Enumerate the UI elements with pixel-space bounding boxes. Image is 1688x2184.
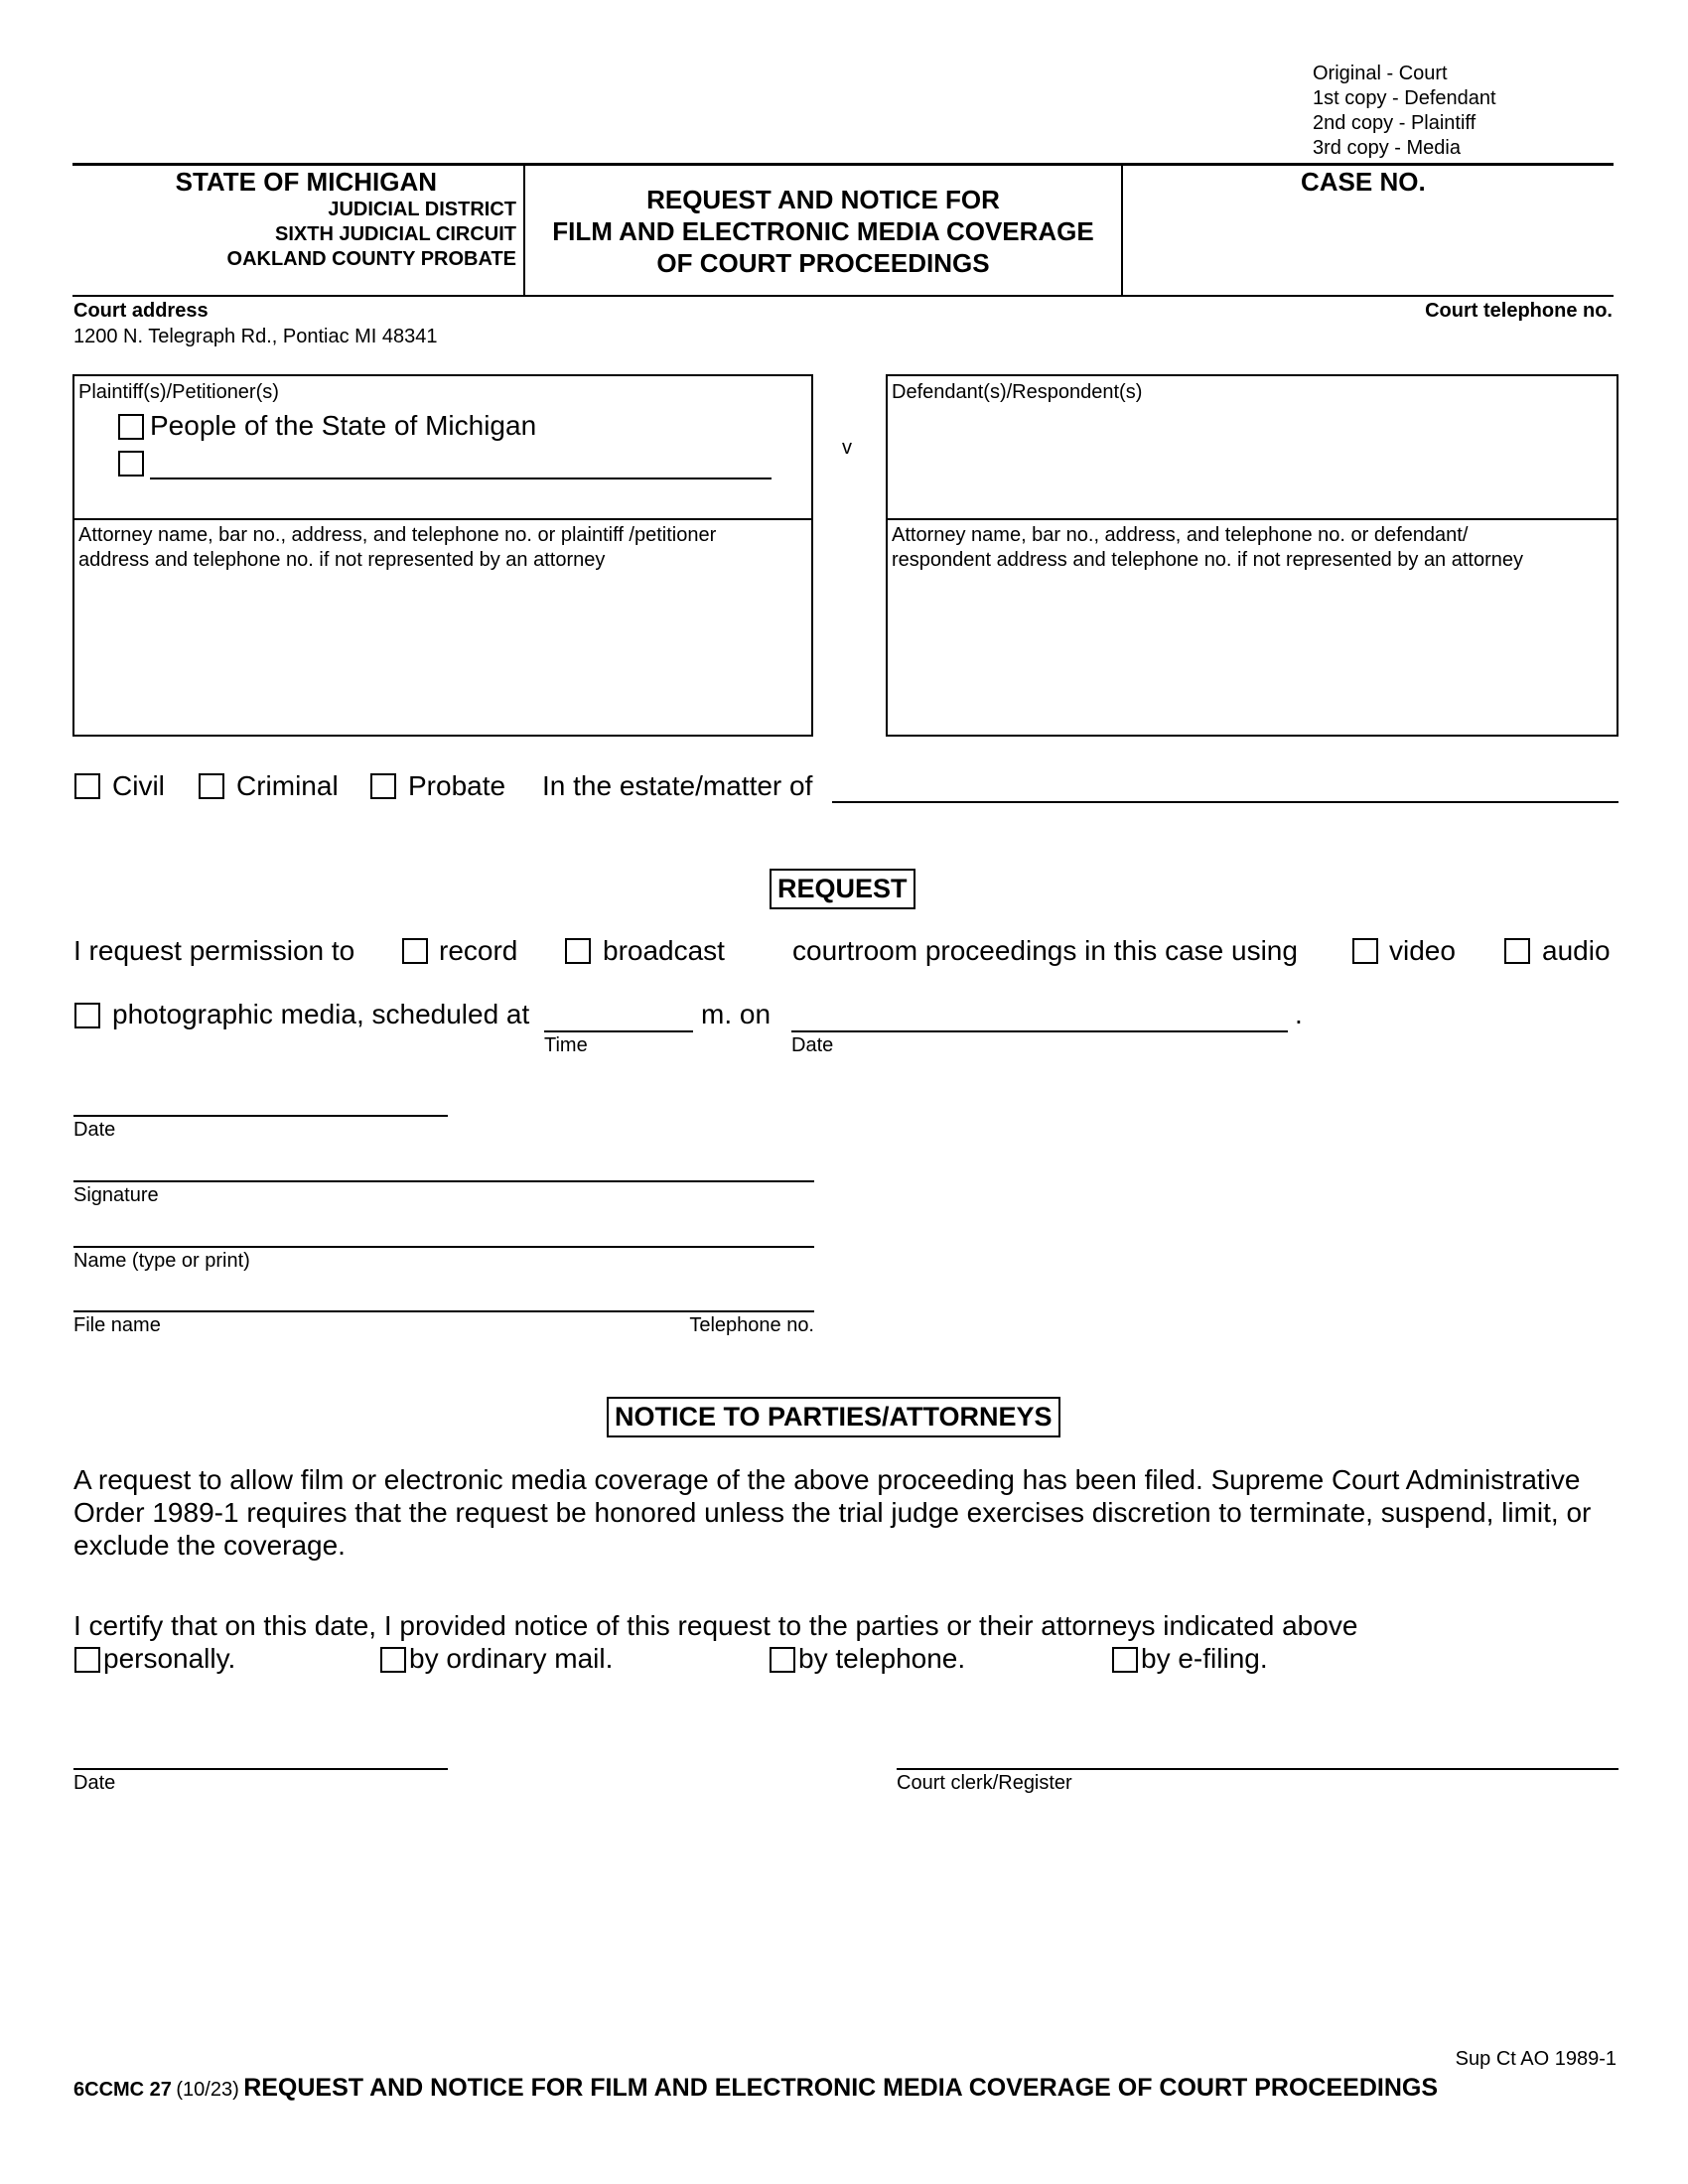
defendant-box: [886, 374, 1618, 737]
judicial-district: JUDICIAL DISTRICT: [328, 199, 516, 220]
form-title-line-3: OF COURT PROCEEDINGS: [656, 248, 990, 278]
authority-reference: Sup Ct AO 1989-1: [1455, 2048, 1617, 2070]
case-number-label: CASE NO.: [1301, 167, 1426, 197]
notice-date-input[interactable]: [73, 1768, 448, 1770]
probate-label: Probate: [408, 770, 506, 801]
by-telephone-label: by telephone.: [798, 1643, 966, 1674]
civil-label: Civil: [112, 770, 165, 801]
personally-label: personally.: [103, 1643, 236, 1674]
broadcast-label: broadcast: [603, 935, 725, 966]
file-name-telephone-input[interactable]: [73, 1310, 814, 1312]
telephone-checkbox[interactable]: [770, 1647, 795, 1673]
distribution-media: 3rd copy - Media: [1313, 137, 1461, 159]
plaintiff-label: Plaintiff(s)/Petitioner(s): [78, 381, 279, 403]
judicial-circuit: SIXTH JUDICIAL CIRCUIT: [275, 223, 516, 245]
form-footer: [73, 2074, 1438, 2103]
plaintiff-attorney-field[interactable]: [78, 575, 807, 730]
distribution-original: Original - Court: [1313, 63, 1448, 84]
other-plaintiff-checkbox[interactable]: [118, 451, 144, 477]
header-bottom-rule: [72, 295, 1614, 297]
certify-text: I certify that on this date, I provided notice of this request to the parties or their attorneys indicated above: [73, 1610, 1358, 1641]
notice-paragraph-line-2: Order 1989-1 requires that the request be honored unless the trial judge exercises discretion to terminate, suspend, limit, or: [73, 1497, 1592, 1528]
telephone-label: Telephone no.: [689, 1314, 814, 1336]
date-period: .: [1295, 999, 1303, 1029]
plaintiff-attorney-label: [78, 523, 716, 573]
request-permission-text: I request permission to: [73, 935, 355, 966]
distribution-list: [1313, 62, 1496, 161]
record-checkbox[interactable]: [402, 938, 428, 964]
video-checkbox[interactable]: [1352, 938, 1378, 964]
ordinary-mail-checkbox[interactable]: [380, 1647, 406, 1673]
signature-input[interactable]: [73, 1180, 814, 1182]
photographic-checkbox[interactable]: [74, 1003, 100, 1028]
distribution-defendant: 1st copy - Defendant: [1313, 87, 1496, 109]
notice-paragraph: [73, 1463, 1591, 1562]
scheduled-date-input[interactable]: [791, 1030, 1288, 1032]
audio-label: audio: [1542, 935, 1611, 966]
audio-checkbox[interactable]: [1504, 938, 1530, 964]
video-label: video: [1389, 935, 1456, 966]
defendant-attorney-label: [892, 523, 1523, 573]
signature-label: Signature: [73, 1184, 159, 1206]
form-footer-title: REQUEST AND NOTICE FOR FILM AND ELECTRONIC MEDIA COVERAGE OF COURT PROCEEDINGS: [243, 2074, 1439, 2102]
efiling-label: by e-filing.: [1141, 1643, 1268, 1674]
broadcast-checkbox[interactable]: [565, 938, 591, 964]
header-top-rule: [72, 163, 1614, 166]
versus-label: v: [842, 437, 852, 459]
notice-paragraph-line-3: exclude the coverage.: [73, 1530, 346, 1561]
header-divider-right: [1121, 163, 1123, 296]
case-number-field[interactable]: [1127, 199, 1610, 290]
estate-matter-input[interactable]: [832, 801, 1618, 803]
form-title: [525, 184, 1121, 279]
ordinary-mail-label: by ordinary mail.: [409, 1643, 614, 1674]
m-on-label: m. on: [701, 999, 772, 1029]
request-using-text: courtroom proceedings in this case using: [792, 935, 1298, 966]
time-caption: Time: [544, 1034, 588, 1056]
defendant-attorney-field[interactable]: [892, 575, 1613, 730]
defendant-attorney-line-2: respondent address and telephone no. if not represented by an attorney: [892, 549, 1524, 571]
scheduled-time-input[interactable]: [544, 1030, 693, 1032]
people-checkbox[interactable]: [118, 414, 144, 440]
plaintiff-divider: [74, 518, 811, 520]
name-label: Name (type or print): [73, 1250, 250, 1272]
request-date-label: Date: [73, 1119, 116, 1141]
court-telephone-label: Court telephone no.: [1425, 300, 1613, 322]
defendant-attorney-line-1: Attorney name, bar no., address, and telephone no. or defendant/: [892, 524, 1469, 546]
estate-matter-label: In the estate/matter of: [542, 770, 813, 801]
name-input[interactable]: [73, 1246, 814, 1248]
plaintiff-box: [72, 374, 813, 737]
criminal-label: Criminal: [236, 770, 339, 801]
photographic-label: photographic media, scheduled at: [112, 999, 530, 1029]
clerk-label: Court clerk/Register: [897, 1772, 1072, 1794]
plaintiff-attorney-line-1: Attorney name, bar no., address, and telephone no. or plaintiff /petitioner: [78, 524, 717, 546]
plaintiff-attorney-line-2: address and telephone no. if not represented by an attorney: [78, 549, 606, 571]
notice-heading: NOTICE TO PARTIES/ATTORNEYS: [607, 1397, 1060, 1437]
file-name-label: File name: [73, 1314, 161, 1336]
request-date-input[interactable]: [73, 1115, 448, 1117]
criminal-checkbox[interactable]: [199, 773, 224, 799]
court-address-label: Court address: [73, 300, 209, 322]
efiling-checkbox[interactable]: [1112, 1647, 1138, 1673]
defendant-name-field[interactable]: [892, 410, 1613, 513]
county-probate: OAKLAND COUNTY PROBATE: [226, 248, 516, 270]
state-name: STATE OF MICHIGAN: [175, 167, 437, 197]
distribution-plaintiff: 2nd copy - Plaintiff: [1313, 112, 1477, 134]
request-heading: REQUEST: [770, 869, 915, 909]
defendant-divider: [888, 518, 1617, 520]
people-option-label: People of the State of Michigan: [150, 410, 537, 441]
other-plaintiff-input[interactable]: [150, 478, 772, 479]
personally-checkbox[interactable]: [74, 1647, 100, 1673]
defendant-label: Defendant(s)/Respondent(s): [892, 381, 1143, 403]
record-label: record: [439, 935, 518, 966]
form-title-line-2: FILM AND ELECTRONIC MEDIA COVERAGE: [552, 216, 1094, 246]
civil-checkbox[interactable]: [74, 773, 100, 799]
form-id: 6CCMC 27: [73, 2079, 172, 2101]
date-caption: Date: [791, 1034, 834, 1056]
clerk-signature-input[interactable]: [897, 1768, 1618, 1770]
form-title-line-1: REQUEST AND NOTICE FOR: [646, 185, 1000, 214]
probate-checkbox[interactable]: [370, 773, 396, 799]
form-revision: (10/23): [176, 2079, 239, 2101]
court-address-value: 1200 N. Telegraph Rd., Pontiac MI 48341: [73, 326, 438, 347]
notice-date-label: Date: [73, 1772, 116, 1794]
court-identity: [79, 167, 516, 272]
notice-paragraph-line-1: A request to allow film or electronic media coverage of the above proceeding has been filed. Supreme Court Administrative: [73, 1464, 1581, 1495]
